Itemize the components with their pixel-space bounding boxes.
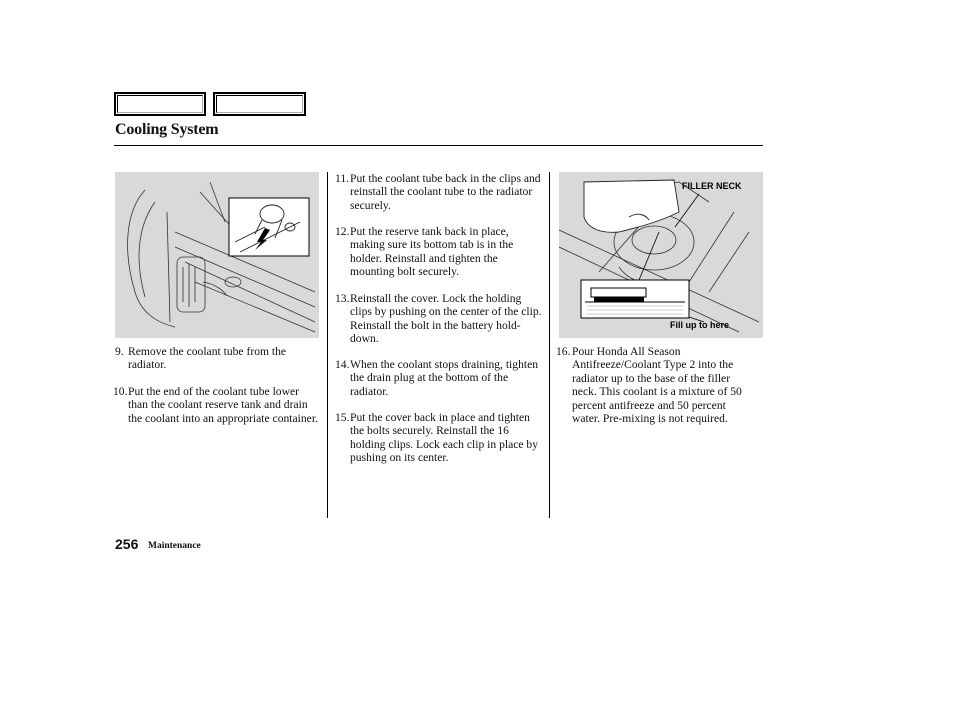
step-number: 16. xyxy=(556,345,571,358)
step-text: Put the reserve tank back in place, making sure its bottom tab is in the holder. Reinstall and tighten the mounting bolt securely. xyxy=(350,225,514,279)
section-name: Maintenance xyxy=(148,541,201,551)
step-item xyxy=(556,345,756,425)
step-number: 15. xyxy=(335,411,350,424)
step-number: 10. xyxy=(113,385,128,398)
step-item xyxy=(113,385,318,425)
title-rule xyxy=(114,145,763,146)
page-number: 256 xyxy=(115,536,139,552)
step-text: Put the coolant tube back in the clips and reinstall the coolant tube to the radiator securely. xyxy=(350,172,541,212)
step-number: 14. xyxy=(335,358,350,371)
step-item xyxy=(335,225,542,279)
step-item xyxy=(335,172,542,212)
step-item xyxy=(115,345,318,372)
tab-box-right xyxy=(213,92,306,116)
step-text: Put the end of the coolant tube lower than the coolant reserve tank and drain the coolant into an appropriate container. xyxy=(128,385,318,425)
step-text: Put the cover back in place and tighten the bolts securely. Reinstall the 16 holding clips. Lock each clip in place by pushing on its center. xyxy=(350,411,539,465)
step-text: Remove the coolant tube from the radiator. xyxy=(128,345,287,372)
step-text: When the coolant stops draining, tighten the drain plug at the bottom of the radiator. xyxy=(350,358,539,398)
step-number: 9. xyxy=(115,345,124,358)
step-item xyxy=(335,292,542,346)
column-divider-1 xyxy=(327,172,328,518)
step-number: 12. xyxy=(335,225,350,238)
page-title: Cooling System xyxy=(115,121,219,138)
step-item xyxy=(335,358,542,398)
column-divider-2 xyxy=(549,172,550,518)
tab-box-left xyxy=(114,92,206,116)
filler-neck-illustration xyxy=(559,172,763,338)
step-number: 11. xyxy=(335,172,350,185)
step-number: 13. xyxy=(335,292,350,305)
step-text: Pour Honda All Season Antifreeze/Coolant Type 2 into the radiator up to the base of the filler neck. This coolant is a mixture of 50 percent antifreeze and 50 percent water. Pre-mixing is not required. xyxy=(572,345,742,426)
filler-neck-callout: FILLER NECK xyxy=(682,181,742,191)
step-text: Reinstall the cover. Lock the holding clips by pushing on the center of the clip. Reinstall the bolt in the battery hold-down. xyxy=(350,292,542,346)
coolant-tube-illustration xyxy=(115,172,319,338)
fill-up-to-here-callout: Fill up to here xyxy=(670,320,730,330)
step-item xyxy=(335,411,542,465)
